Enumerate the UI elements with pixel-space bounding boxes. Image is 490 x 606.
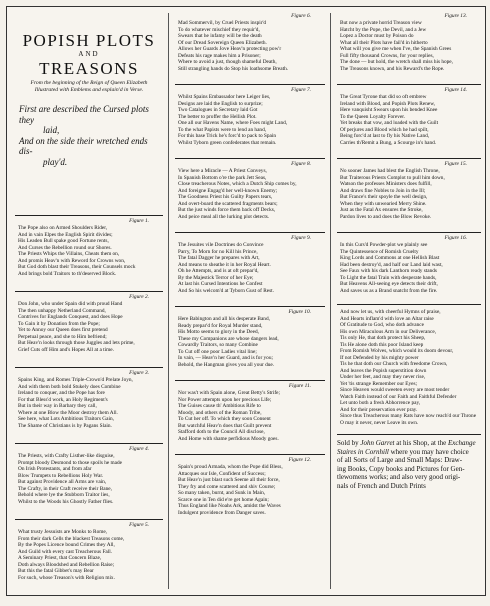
figure-verse: The Pope also on Armed Shoulders Rider, And in vain Elpes the English Spirit divides; His Leaden Bull spake good Fortune rents, And Curses the Rebellion round our Shores. The Priests Whips the Villains, Cheats them on, And promis Heav'n with Reword for Crowns won, But God doth blast their Treasons, their Counsels mock And brings bold Traitors to th'deserved Block. [18,225,136,277]
figure-verse: And now let us, with cheerful Hymns of praise, And Hearts inflam'd with love an Altar raise Of Gratitude to God, who doth advance His own Miraculous Arm in our Deliverance, Tis only He, that doth protect his Sheep, Tis He alone doth this poor Island keep From Romish Wolves, which would its doom devour, If not Defended by his mighty power Tis he that doth our Church with freedome Crown, And leaves the Popish superstition down Under her feet, and may they never rise, Yet 'tis strange Remember our Eyes; Since Heaven would sweeten every are most tender Watch Faith instead of our Faith and Faithful Defender Let unto both a fresh Abhorrence pay, And for their preservation ever pray. Since thus Treacherous many Rats have now reach'd our Throne O may it never, never Leave its own. [340,309,477,426]
figure-verse: Mad Sommervil, by Cruel Priests inspir'd To do whatever mischief they requir'd, Swears that he infamy will be the death Of our Dread Sovereign Queen Elizabeth. Allows her Guards Jove Heav'n protecting pow'r Defeats his rage makes him a Prisoner; Where to avoid a just, though shameful Death, Still strangling hands do Stop his loathsome Breath. [178,20,289,72]
figure-8 [175,158,325,220]
figure-label: Figure 15. [444,161,467,167]
column-divider [330,13,331,589]
page-title [15,31,163,78]
figure-label: Figure 16. [444,235,467,241]
subtitle: From the beginning of the Reign of Queen Elizabeth Illustrated with Emblems and explain'd in Verse. [30,80,148,93]
figure-label: Figure 2. [129,294,149,300]
figure-verse: Spains King, and Romes Triple-Crown'd Prelate Joyn, And with them both bold Stukely does Combine Ireland to conquer, and the Pope has fore For that Bless'd work, an Holy Regiment's But in their way in Barbary they call, Where at one Blow the Moor destroy them All. See here, what Lots Ambitious Traitors Gain, The Shame of Christians is by Pagans Slain. [18,377,133,429]
column-divider [168,13,169,589]
figure-verse: Spain's proud Armada, whom the Pope did Bless, Attacques our Isle, Confident of Success; But Heav'n just blast such Seeme all their force, They fry and come scattered and shiv Course; So many taken, burnt, and Sunk in Main, Scarce one in Ten did e're get home Again; Thus England like Noahs Ark, amidst the Waves Indulgent providence from Danger saves. [178,464,283,516]
figure-label: Figure 6. [291,13,311,19]
figure-label: Figure 7. [291,87,311,93]
figure-verse: No sooner James had blest the English Throne, But Traiterous Priests Complot to pull him down, Watson the professes Ministers does fulfill, And draws fine Nobles to Join in the Ill; But France's their spoyle the well design, When they with unwearied Merry Shine. Just as the Fatal Ax ensures the Stroke, Pardon lives to and does the Blow Revoke. [340,168,445,220]
figure-label: Figure 3. [129,370,149,376]
figure-label: Figure 10. [288,309,311,315]
figure-verse: In this Curs'd Powder-plot we plainly see The Quintessence of Romish Cruelty King Lords and Commons at one Hellish Blast Had been destroy'd, and half our Land laid wast, See Faux with his dark Lanthorn ready stands To Light the fatal Train with desperate hands, But Heavens All-seeing eye detects their drift, And saves us as a Brand snatcht from the fire. [340,242,443,294]
broadside-sheet [6,6,486,596]
figure-label: Figure 8. [291,161,311,167]
figure-11 [175,380,325,442]
figure-verse: What trusty Jessuists are Monks to Rome, From their dark Cells the blackest Treasons come, By the Popes Licence bound Crimes they All, And Guild with every cast Treacherous Fall. A Seminary Priest, that Concern Blaze, Doth always Bloodshed and Rebellion Raise; But this the fatal Gibbet's may Bear For such, whose Treason's with Religion mix. [18,529,125,581]
figure-label: Figure 9. [291,235,311,241]
figure-label: Figure 4. [129,446,149,452]
figure-6 [175,11,325,72]
figure-1 [15,215,163,277]
column-left [15,11,163,591]
figure-verse: Nor was't with Spain alone, Great Betty's Strife; Nor Power attempts upon her precious Life; The Guises cause th' Ambitious Rife to Moody, and others of the Roman Tribe, To Cut her off. To which they soon Consent But watchful Heav'n does that Guilt prevent Stafford doth to the Council All disclose, And Home with shame perfidious Moody goes. [178,390,280,442]
figure-verse: The Priests, with Crafty Listher-like disguise, Prompt bloody Desmond to those spoils he made On Irish Protestants, and from afar Blow Trumpets to Rebellions Holy War. But against Providence all Arms are vain, The Crafty, in their Craft receive their Bane, Behold where lye the Stubborn Traitor lies, Whilst to the Woods his Ghostly Father flies. [18,453,123,505]
imprint: Sold by John Garret at his Shop, at the Exchange Staires in Cornhill where you may have choice of all Sorts of Large and Small Maps: Draw- ing Books, Copy books and Pictures for Gen- tlewomens works; and also very good origi- nals of French and Dutch Prints [337,434,481,490]
figure-14 [337,84,481,146]
closing-verse [337,304,481,426]
figure-label: Figure 11. [288,383,311,389]
title-line: POPISH PLOTS [22,31,156,50]
figure-verse: Here Babington and all his desperate Band, Ready prepar'd for Royal Murder stand, His Motto seems to glory in the Deed, These my Companions are whose dangers lead, Cowardly Traitors, so many Combine To Cut off one poor Ladies vital line; In vain, — Heav'n her Guard, and is for you; Behold, the Hangman gives you all your due. [178,316,279,368]
figure-verse: But now a private horrid Treason view Hatcht by the Pope, the Devil, and a Jew Lopez a Doctor must by Poison do What all their Plots have fail'd in hitherto What will you give me when I've, the Spanish Grees Full fifty thousand Crowns, for your replies, The done — but hold, the wretch shall miss his hope, The Treasons known, and his Reward's the Rope. [340,20,453,72]
column-right [337,11,481,591]
figure-15 [337,158,481,220]
figure-verse: Don John, who under Spain did with proud Hand The then unhappy Netherland Command, Contrives for Englands Conquest, and does Hope To Gain it by Donation from the Pope; Yet to Annoy our Queen does first pretend Perpetual peace, and she to Him befriend; But Heav'n looks through those Juggles and lets prime, Grief Cuts off Him and's Hopes All at a time. [18,301,135,353]
figure-5 [15,519,163,581]
figure-verse: The Jesuites vile Doctrines do Convince Parry, To Morn for no Kill his Prince, The fatal Dagger he prepares with Art, And means to sheathe it in her Royal Heart. Oh he Attempts, and is at oft prepar'd, By the Majestick Terror of her Eye; At last his Cursed Intentions he Confest And So his welcom'd at Tyborn Gust of Rest. [178,242,274,294]
figure-9 [175,232,325,294]
figure-16 [337,232,481,294]
intro-verse: First are described the Cursed plots they laid, And on the side their wretched ends dis- play'd. [19,104,149,167]
figure-label: Figure 12. [288,457,311,463]
figure-label: Figure 14. [444,87,467,93]
figure-2 [15,291,163,353]
title-line: AND [78,50,100,58]
figure-verse: Whilst Spains Embassador here Leiger lies, Designs are laid the English to surprize; Two Catalogues in Secretary laid Got The better to proffer the Hellish Plot. One all our Havens Name, where Foes might Land, To the what Papists were to lend an hand, For this base Trick he's forc'd to pack to Spain Whilst Tyborn green confederates that remain. [178,94,288,146]
figure-verse: View here a Miracle — A Priest Conveys, In Spanish Bottom o're the park Jett Seas, Close treacherous Notes, which a Dutch Ship comes by, And foreigne Engag'd her well-known Enemy; The Goodness Priest his Guilty Papers tears, And overt-board the scattered fragments bears; But the just winds force them back off Decks, And peice meal all the lurking plot detects. [178,168,297,220]
figure-7 [175,84,325,146]
figure-label: Figure 13. [444,13,467,19]
figure-label: Figure 5. [129,522,149,528]
figure-13 [337,11,481,72]
title-line: TREASONS [39,59,139,78]
figure-verse: The Great Tyrone that did so oft embrew Ireland with Blood, and Popish Plots Renew, Here vanquisht Swears upon his bended Knee To the Queen Loyalty Forever. Yet breaks that vow, and loaded with the Guilt Of perjures and Blood which he had spilt, Being forc'd at last to fly his Native Land, Carries th'Remit a Bung, a Scourge in's hand. [340,94,439,146]
column-middle [175,11,325,591]
figure-label: Figure 1. [129,218,149,224]
figure-4 [15,443,163,505]
figure-3 [15,367,163,429]
figure-10 [175,306,325,368]
figure-12 [175,454,325,516]
